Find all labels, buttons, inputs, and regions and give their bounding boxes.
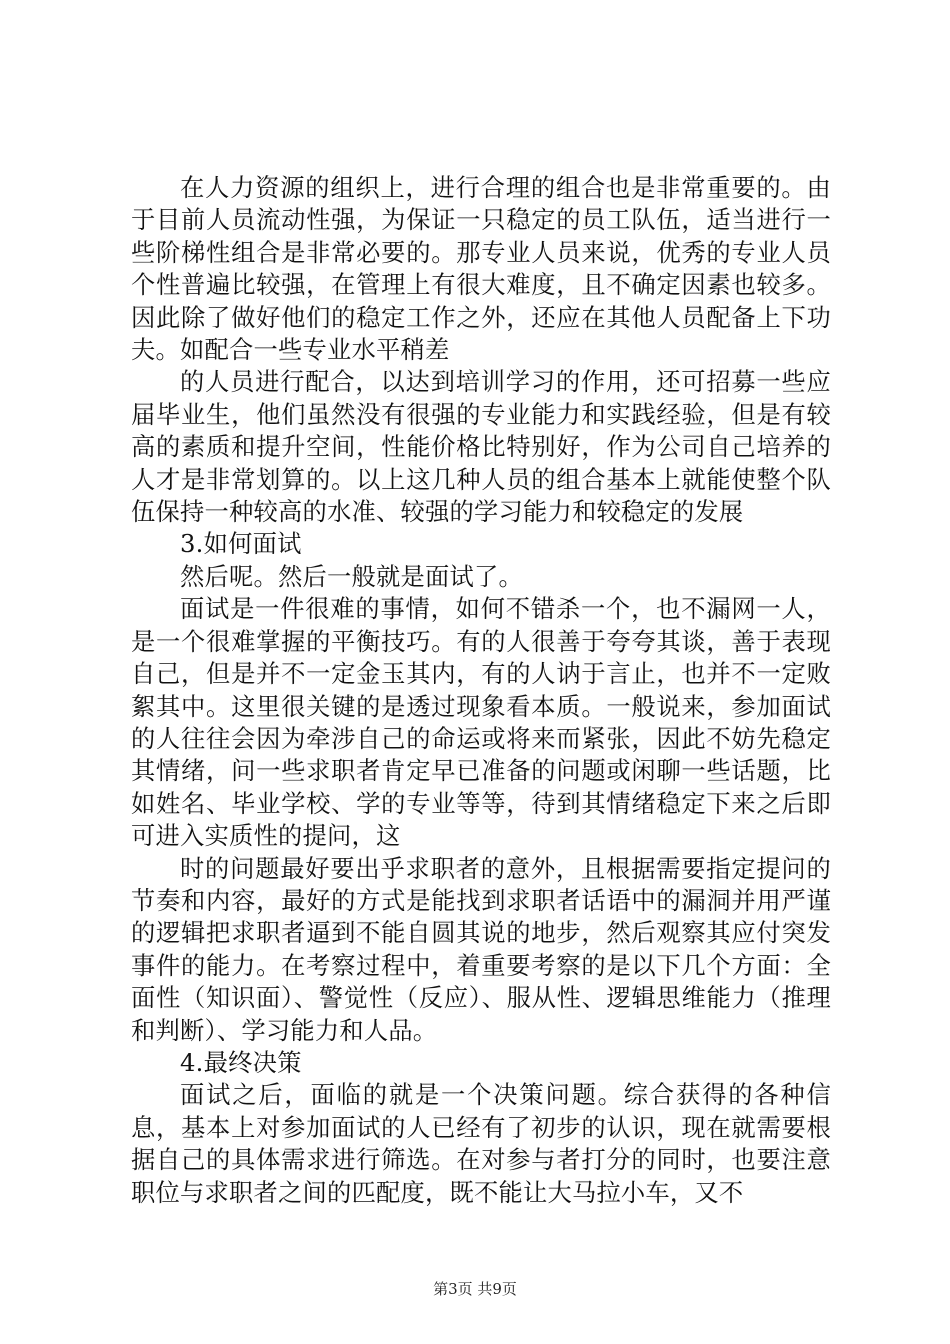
paragraph: 的人员进行配合，以达到培训学习的作用，还可招募一些应届毕业生，他们虽然没有很强的专业能力和实践经验，但是有较高的素质和提升空间，性能价格比特别好，作为公司自己培养的人才是非常划算的。以上这几种人员的组合基本上就能使整个队伍保持一种较高的水准、较强的学习能力和较稳定的发展 — [131, 367, 831, 527]
section-heading: 3.如何面试 — [180, 529, 302, 559]
paragraph: 然后呢。然后一般就是面试了。 — [180, 561, 523, 591]
section-heading: 4.最终决策 — [180, 1047, 302, 1077]
paragraph: 面试是一件很难的事情，如何不错杀一个，也不漏网一人，是一个很难掌握的平衡技巧。有的人很善于夸夸其谈，善于表现自己，但是并不一定金玉其内，有的人讷于言止，也并不一定败絮其中。这里很关键的是透过现象看本质。一般说来，参加面试的人往往会因为牵涉自己的命运或将来而紧张，因此不妨先稳定其情绪，问一些求职者肯定早已准备的问题或闲聊一些话题，比如姓名、毕业学校、学的专业等等，待到其情绪稳定下来之后即可进入实质性的提问，这 — [131, 594, 831, 851]
paragraph: 时的问题最好要出乎求职者的意外，且根据需要指定提问的节奏和内容，最好的方式是能找到求职者话语中的漏洞并用严谨的逻辑把求职者逼到不能自圆其说的地步，然后观察其应付突发事件的能力。在考察过程中，着重要考察的是以下几个方面：全面性（知识面）、警觉性（反应）、服从性、逻辑思维能力（推理和判断）、学习能力和人品。 — [131, 853, 831, 1045]
paragraph: 在人力资源的组织上，进行合理的组合也是非常重要的。由于目前人员流动性强，为保证一只稳定的员工队伍，适当进行一些阶梯性组合是非常必要的。那专业人员来说，优秀的专业人员个性普遍比较强，在管理上有很大难度，且不确定因素也较多。因此除了做好他们的稳定工作之外，还应在其他人员配备上下功夫。如配合一些专业水平稍差 — [131, 173, 831, 365]
page-footer: 第3页 共9页 — [433, 1280, 517, 1298]
paragraph: 面试之后，面临的就是一个决策问题。综合获得的各种信息，基本上对参加面试的人已经有了初步的认识，现在就需要根据自己的具体需求进行筛选。在对参与者打分的同时，也要注意职位与求职者之间的匹配度，既不能让大马拉小车，又不 — [131, 1080, 831, 1207]
document-body — [131, 172, 831, 1209]
